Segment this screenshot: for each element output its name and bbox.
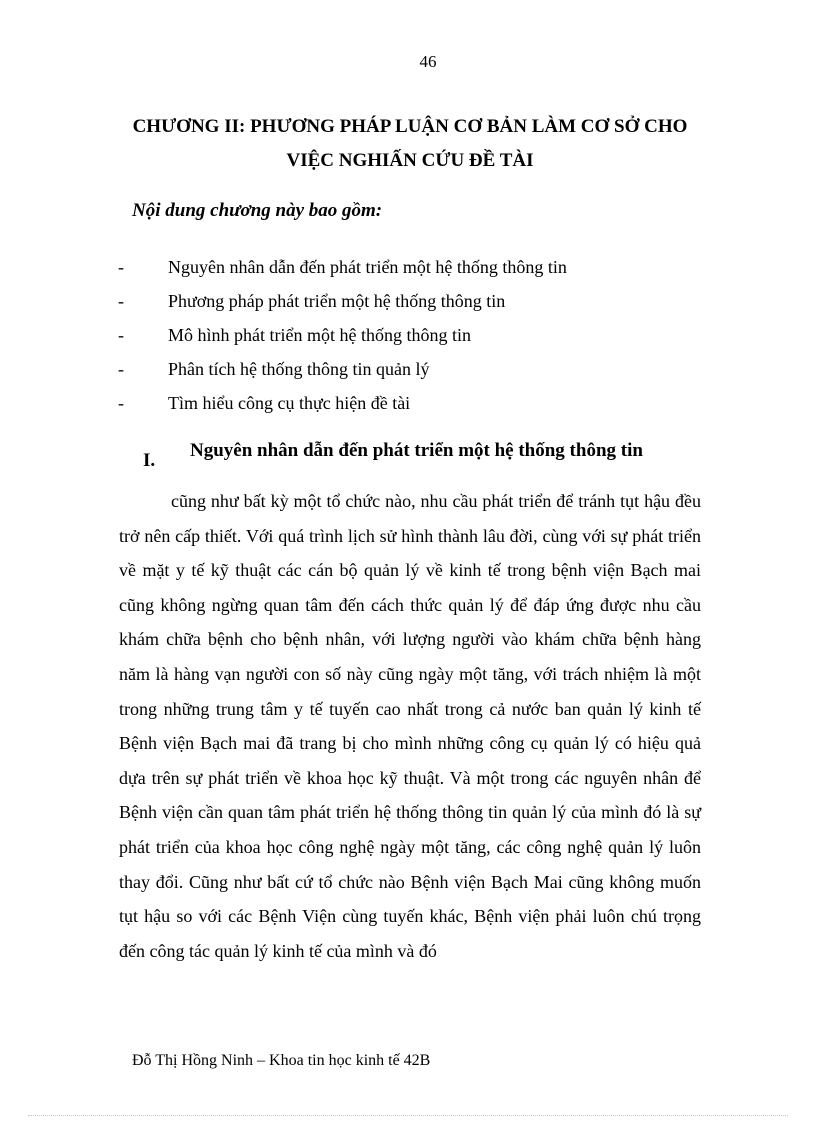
bullet-dash: - xyxy=(118,393,124,413)
chapter-title-line-2: VIỆC NGHIẤN CỨU ĐỀ TÀI xyxy=(286,150,534,171)
bullet-dash: - xyxy=(118,291,124,311)
chapter-title-line-1: CHƯƠNG II: PHƯƠNG PHÁP LUẬN CƠ BẢN LÀM CƠ SỞ CHO xyxy=(132,116,688,137)
bullet-dash: - xyxy=(118,257,124,277)
page-number: 46 xyxy=(419,52,437,71)
page-footer: Đỗ Thị Hồng Ninh – Khoa tin học kinh tế 42B xyxy=(132,1052,431,1069)
body-paragraph: cũng như bất kỳ một tổ chức nào, nhu cầu phát triển để tránh tụt hậu đều trở nên cấp thiết. Với quá trình lịch sử hình thành lâu đời, cùng với sự phát triển về mặt y tế kỹ thuật các cán bộ quản lý về kinh tế trong bệnh viện Bạch mai cũng không ngừng quan tâm đến cách thức quản lý để đáp ứng được nhu cầu khám chữa bệnh cho bệnh nhân, với lượng người vào khám chữa bệnh hàng năm là hàng vạn người con số này cũng ngày một tăng, với trách nhiệm là một trong những trung tâm y tế tuyến cao nhất trong cả nước ban quản lý kinh tế Bệnh viện Bạch mai đã trang bị cho mình những công cụ quản lý có hiệu quả dựa trên sự phát triển về khoa học kỹ thuật. Và một trong các nguyên nhân để Bệnh viện cần quan tâm phát triển hệ thống thông tin quản lý của mình đó là sự phát triển của khoa học công nghệ ngày một tăng, các công nghệ quản lý luôn thay đổi. Cũng như bất cứ tổ chức nào Bệnh viện Bạch Mai cũng không muốn tụt hậu so với các Bệnh Viện cùng tuyến khác, Bệnh viện phải luôn chú trọng đến công tác quản lý kinh tế của mình và đó xyxy=(119,491,701,961)
bullet-dash: - xyxy=(118,359,124,379)
section-number: I. xyxy=(143,450,156,471)
list-item-label: Phương pháp phát triển một hệ thống thông tin xyxy=(168,291,506,311)
section-title: Nguyên nhân dẫn đến phát triển một hệ thống thông tin xyxy=(190,440,643,461)
page-bottom-divider xyxy=(28,1115,788,1116)
list-item-label: Tìm hiểu công cụ thực hiện đề tài xyxy=(168,393,411,413)
list-item-label: Nguyên nhân dẫn đến phát triển một hệ thống thông tin xyxy=(168,257,567,277)
summary-heading: Nội dung chương này bao gồm: xyxy=(132,200,383,221)
chapter-title xyxy=(110,110,710,178)
list-item-label: Mô hình phát triển một hệ thống thông tin xyxy=(168,325,471,345)
bullet-dash: - xyxy=(118,325,124,345)
list-item-label: Phân tích hệ thống thông tin quản lý xyxy=(168,359,430,379)
